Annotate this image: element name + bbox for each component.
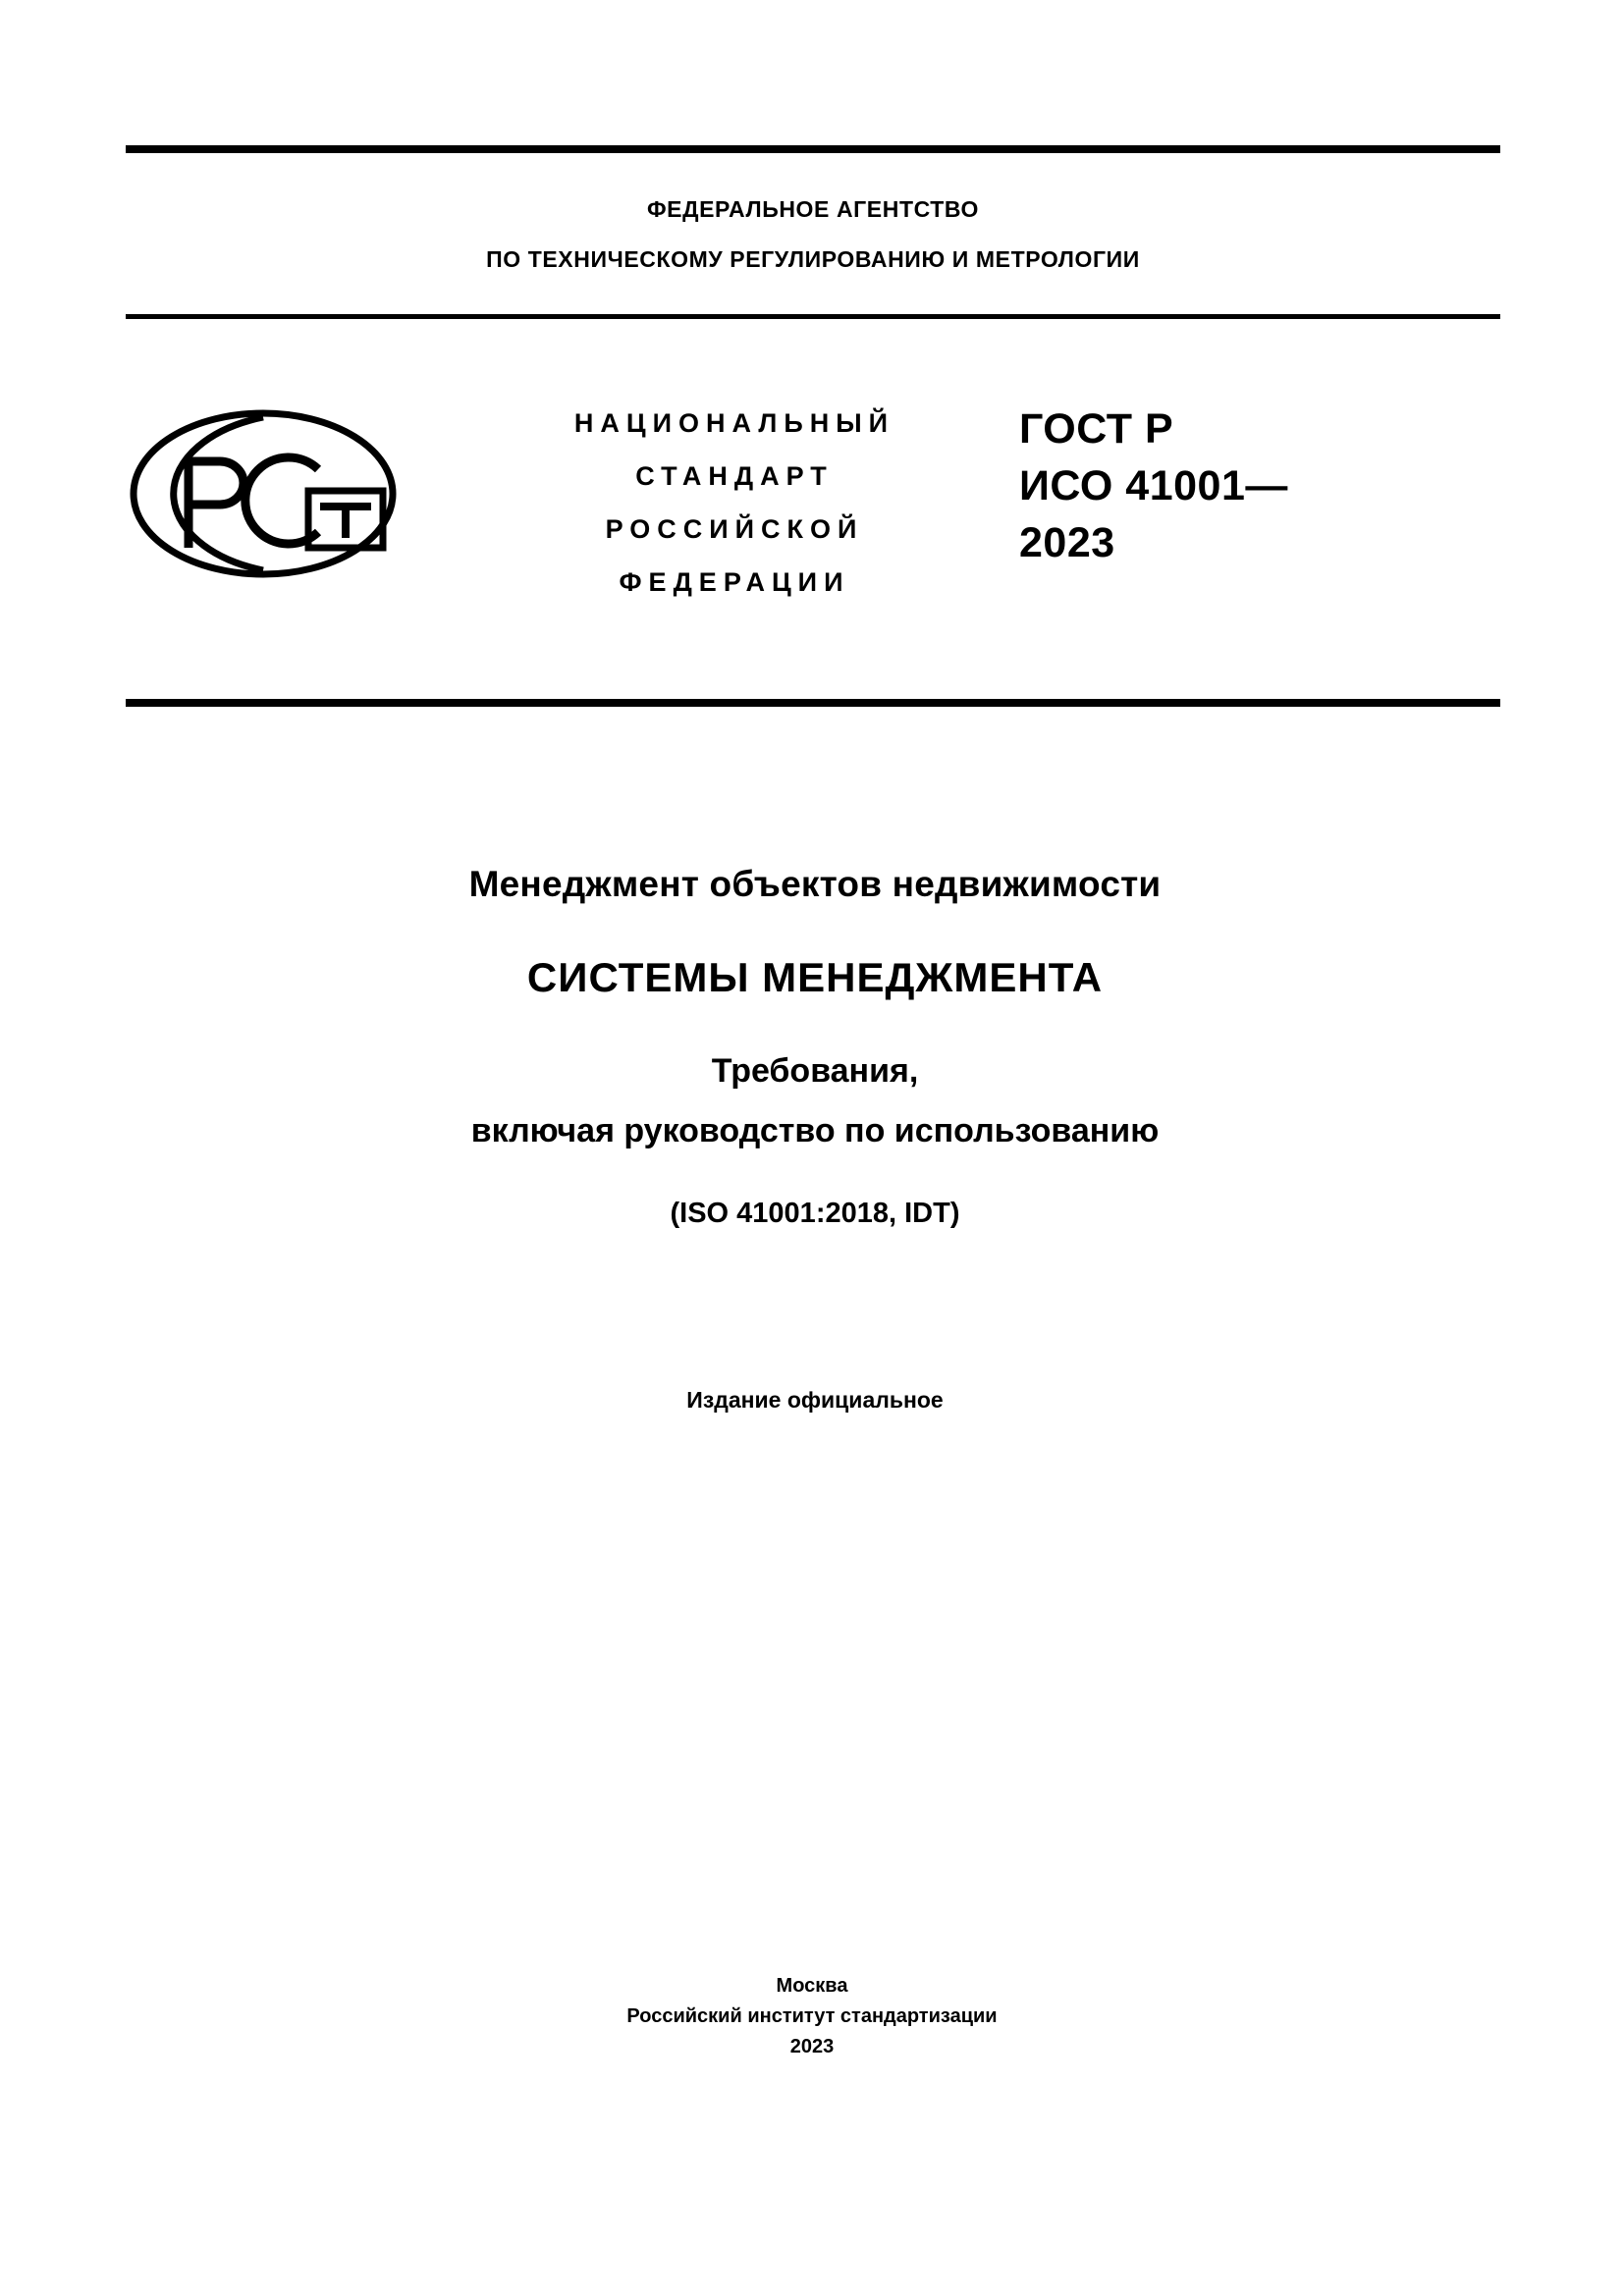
agency-line-2: ПО ТЕХНИЧЕСКОМУ РЕГУЛИРОВАНИЮ И МЕТРОЛОГИИ [486,246,1140,272]
agency-line-1: ФЕДЕРАЛЬНОЕ АГЕНТСТВО [646,196,980,222]
header-bottom-rule [126,314,1500,319]
official-edition-note: Издание официальное [686,1387,944,1413]
national-standard-line-4: ФЕДЕРАЦИИ [619,567,850,597]
footer-imprint [0,1971,1624,2062]
standard-designation [1019,400,1490,571]
footer-publisher: Российский институт стандартизации [626,2005,998,2027]
footer-city: Москва [776,1975,848,1997]
standard-designation-line-3: 2023 [1019,519,1115,567]
standard-identification-row [126,383,1500,677]
iso-reference: (ISO 41001:2018, IDT) [670,1198,960,1229]
document-subtitle-line-2: включая руководство по использованию [470,1112,1160,1149]
national-standard-line-1: НАЦИОНАЛЬНЫЙ [573,408,895,438]
agency-name [126,153,1500,271]
document-subject: Менеджмент объектов недвижимости [468,864,1162,904]
top-rule [126,145,1500,153]
document-subtitle-line-1: Требования, [711,1052,919,1090]
rosstandart-emblem-icon [126,400,401,587]
footer-year: 2023 [789,2036,835,2057]
standard-block-bottom-rule [126,699,1500,707]
national-standard-line-2: СТАНДАРТ [635,461,834,491]
national-standard-label [499,397,970,609]
document-title: СИСТЕМЫ МЕНЕДЖМЕНТА [526,954,1104,1000]
header-spacer [126,271,1500,314]
standard-designation-line-2: ИСО 41001— [1019,462,1288,510]
title-block [177,864,1453,1414]
national-standard-line-3: РОССИЙСКОЙ [605,514,864,544]
standard-designation-line-1: ГОСТ Р [1019,405,1174,453]
header-block [126,145,1500,319]
